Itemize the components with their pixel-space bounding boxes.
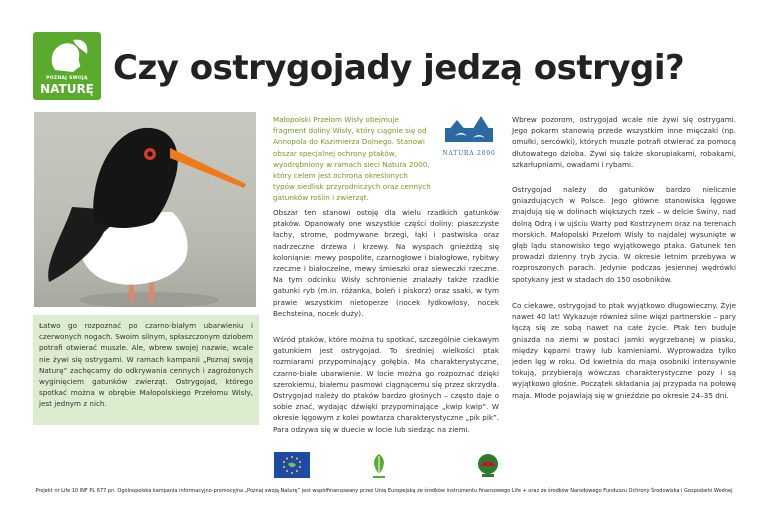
intro-paragraph: Małopolski Przełom Wisły obejmuje fragment doliny Wisły, który ciągnie się od Annopola do Kazimierza Dolnego. Stanowi obszar specjalnej ochrony ptaków, wyodrębniony w ramach sieci Natura 2000, który celem jest ochrona określonych typów siedlisk przyrodniczych oraz cennych gatunków roślin i zwierząt. xyxy=(273,115,431,203)
natura-2000-label: NATURA 2000 xyxy=(442,150,496,157)
column3-paragraph-1-text: Wbrew pozorom, ostrygojad wcale nie żywi się ostrygami. Jego pokarm stanowią przede wszystkim inne mięczaki (np. omułki, sercówki), których muszle potrafi otwierać za pomocą dłutowatego dzioba. Żywi się także skorupiakami, robakami, szkarłupniami, owadami i rybami. xyxy=(512,115,736,169)
eu-flag-icon xyxy=(274,452,310,478)
natura-2000-logo xyxy=(439,110,499,162)
column2-paragraph-1-text: Obszar ten stanowi ostoję dla wielu rzadkich gatunków ptaków. Opanowały one wszystkie części doliny: piaszczyste łachy, strome, podmywane brzegi, łąki i pastwiska oraz nadrzeczne drzewa i krzewy. Na wyspach gnieżdżą się koloniąnie: mewy pospolite, czarnogłowe i białogłowe, rybitwy rzeczne i białoczelne, mewy śmieszki oraz sieweczki rzeczne. Na tym odcinku Wisły schronienie znalazły także rzadkie gatunki ryb (m.in. różanka, boleń i piskorz) oraz ssaki, w tym prawie wszystkim nietoperze (nocek łydkowłosy, nocek Bechsteina, nocek duży). xyxy=(273,208,499,318)
poznaj-swoja-nature-logo xyxy=(33,32,101,100)
column3-paragraph-3-text: Co ciekawe, ostrygojad to ptak wyjątkowo długowieczny. Żyje nawet 40 lat! Wykazuje również silne więzi partnerskie – pary łączą się ze sobą nawet na całe życie. Ptak ten buduje gniazda na ziemi w postaci jamki wygrzebanej w piasku, między kępami trawy lub kamieniami. Wyprowadza tylko jeden lęg w roku. Od kwietnia do maja osobniki intensywnie tokują, przybierają wówczas charakterystyczne pozy i są wyjątkowo głośne. Początek składania jaj przypada na połowę maja. Młode pojawiają się w gnieździe po okresie 24–35 dni. xyxy=(512,301,736,400)
column2-paragraph-1 xyxy=(273,207,499,319)
partner-logo xyxy=(476,452,500,482)
logo-line-1: POZNAJ SWOJĄ xyxy=(46,76,88,81)
column2-paragraph-2 xyxy=(273,334,499,435)
photo-caption-box xyxy=(33,315,259,425)
footer-funding-note: Projekt nr Life 10 INF PL 677 pn. Ogólnopolska kampania informacyjno-promocyjna „Poznaj swoją Naturę” jest współfinansowany przez Unię Europejską ze środków instrumentu finansowego Life + oraz ze środków Narodowego Funduszu Ochrony Środowiska i Gospodarki Wodnej xyxy=(35,488,733,494)
eu-life-logo xyxy=(274,452,310,482)
column2-paragraph-2-text: Wśród ptaków, które można tu spotkać, szczególnie ciekawym gatunkiem jest ostrygojad. To średniej wielkości ptak rozmiarami przypominający gołębia. Ma charakterystyczne, czarno-białe ubarwienie. W locie można go rozpoznać dzięki szerokiemu, białemu pasmowi ciągnącemu się przez skrzydła. Ostrygojad należy do ptaków bardzo głośnych – często daje o sobie znać, wydając dźwięki przypominające „kwip kwip”. W okresie lęgowym z kolei powtarza charakterystyczne „pik pik”. Para odzywa się w duecie w locie lub siedząc na ziemi. xyxy=(273,335,499,434)
oystercatcher-illustration xyxy=(34,112,256,307)
logo-line-2: NATURĘ xyxy=(40,82,94,96)
nfosigw-logo xyxy=(369,452,389,482)
column3-paragraph-2-text: Ostrygojad należy do gatunków bardzo nielicznie gniazdujących w Polsce. Jego główne stanowiska lęgowe znajdują się w dolinach większych rzek – w delcie Świny, nad dolną Odrą i w ujściu Warty pod Kostrzynem oraz na terenach morskich. Małopolski Przełom Wisły to najdalej wysunięte w głąb lądu stanowisko tego wyjątkowego ptaka. Gatunek ten prowadzi dzienny tryb życia. W okresie letnim przebywa w rozproszonych parach. Jedynie podczas jesiennej wędrówki spotykany jest w stadach do 150 osobników. xyxy=(512,185,736,284)
partner-emblem-icon xyxy=(476,452,500,478)
column3-paragraph-3 xyxy=(512,300,736,401)
leaf-icon xyxy=(369,452,389,478)
page-title: Czy ostrygojady jedzą ostrygi? xyxy=(113,48,685,88)
oystercatcher-photo xyxy=(34,112,256,307)
photo-caption-text: Łatwo go rozpoznać po czarno-białym ubarwieniu i czerwonych nogach. Swoim silnym, spłaszczonym dziobem potrafi otwierać muszle. Ale, wbrew swojej nazwie, wcale nie żywi się ostrygami. W ramach kampanii „Poznaj swoją Naturę” zachęcamy do odkrywania cennych i zagrożonych wyginięciem gatunków zwierząt. Ostrygojad, którego spotkać można w obrębie Małopolskiego Przełomu Wisły, jest jednym z nich. xyxy=(39,321,253,409)
column3-paragraph-2 xyxy=(512,184,736,285)
column3-paragraph-1 xyxy=(512,114,736,170)
birds-icon xyxy=(439,110,499,150)
